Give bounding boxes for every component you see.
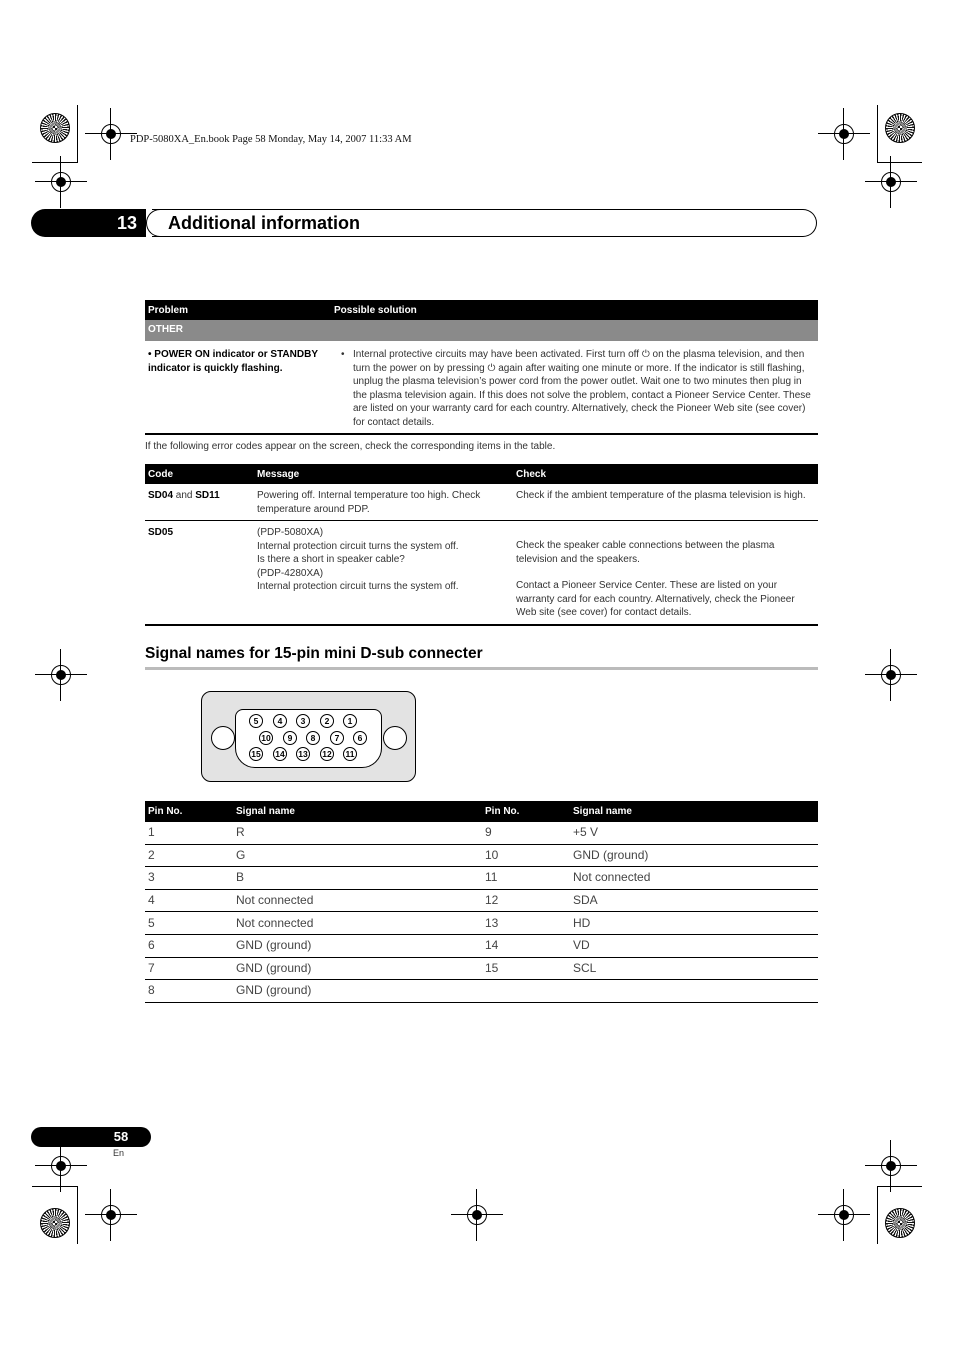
model-label: (PDP-5080XA): [257, 527, 324, 538]
pin: 3: [296, 714, 310, 728]
signal-name: SCL: [570, 957, 818, 980]
solution-cell: [331, 341, 818, 434]
trim-line: [877, 105, 878, 163]
column-header-code: Code: [145, 464, 254, 484]
bullet-icon: •: [341, 349, 345, 360]
pin: 5: [249, 714, 263, 728]
crosshair-mark: [99, 122, 123, 146]
pin-number: 9: [482, 822, 570, 844]
column-header-message: Message: [254, 464, 513, 484]
category-row: OTHER: [145, 320, 818, 341]
pin-number: 10: [482, 844, 570, 867]
pin: 13: [296, 747, 310, 761]
section-rule: [145, 667, 818, 670]
signal-name: [570, 980, 818, 1003]
message-line: Is there a short in speaker cable?: [257, 554, 405, 565]
crosshair-mark: [465, 1203, 489, 1227]
pin: 2: [320, 714, 334, 728]
crosshair-mark: [49, 1154, 73, 1178]
code-sd11: SD11: [195, 490, 220, 501]
pin-number: 12: [482, 889, 570, 912]
pin: 4: [273, 714, 287, 728]
message-line: Internal protection circuit turns the system off.: [257, 540, 459, 552]
column-header-signal-name: Signal name: [570, 801, 818, 822]
signal-name: Not connected: [233, 889, 482, 912]
connector-shell: [235, 709, 382, 768]
error-code-note: If the following error codes appear on the screen, check the corresponding items in the table.: [145, 441, 556, 452]
table-row: [145, 980, 818, 1003]
table-row: [145, 867, 818, 890]
mount-hole-right: [383, 726, 407, 750]
column-header-pin-no: Pin No.: [145, 801, 233, 822]
crosshair-mark: [879, 663, 903, 687]
trim-line: [32, 162, 77, 163]
pin-number: 14: [482, 934, 570, 957]
section-title: Signal names for 15-pin mini D-sub connecter: [145, 645, 483, 662]
pin-number: 4: [145, 889, 233, 912]
signal-name: GND (ground): [570, 844, 818, 867]
pin: 1: [343, 714, 357, 728]
model-label: (PDP-4280XA): [257, 567, 324, 579]
pin-number: 1: [145, 822, 233, 844]
check-text: Contact a Pioneer Service Center. These are listed on your warranty card for each country. Alternatively, check the Pioneer Web site (see cover) for contact details.: [516, 580, 795, 618]
chapter-number: 13: [116, 213, 138, 233]
pin: 14: [273, 747, 287, 761]
pin-number: 7: [145, 957, 233, 980]
signal-name: HD: [570, 912, 818, 935]
trim-line: [32, 1186, 77, 1187]
pin-number: 13: [482, 912, 570, 935]
trim-line: [877, 162, 922, 163]
column-header-problem: Problem: [145, 300, 331, 320]
message-cell: [254, 521, 513, 625]
pin-number: 8: [145, 980, 233, 1003]
page-number: 58: [113, 1129, 129, 1144]
crosshair-mark: [49, 170, 73, 194]
error-code-table: [145, 464, 818, 626]
problem-cell: • POWER ON indicator or STANDBY indicator is quickly flashing.: [145, 341, 331, 434]
pin-number: 6: [145, 934, 233, 957]
dsub-connector-diagram: [201, 691, 416, 782]
book-file-line: PDP-5080XA_En.book Page 58 Monday, May 14, 2007 11:33 AM: [130, 134, 412, 145]
pin: 6: [353, 731, 367, 745]
trim-line: [877, 1186, 878, 1244]
signal-name: G: [233, 844, 482, 867]
crosshair-mark: [832, 122, 856, 146]
signal-name: GND (ground): [233, 957, 482, 980]
pin: 8: [306, 731, 320, 745]
table-row: [145, 844, 818, 867]
pin: 9: [283, 731, 297, 745]
pin-number: 3: [145, 867, 233, 890]
signal-name: Not connected: [570, 867, 818, 890]
signal-name: GND (ground): [233, 980, 482, 1003]
signal-name: GND (ground): [233, 934, 482, 957]
pin: 7: [330, 731, 344, 745]
registration-sun-mark: [40, 113, 70, 143]
trim-line: [77, 105, 78, 163]
trim-line: [877, 1186, 922, 1187]
troubleshooting-table: [145, 300, 818, 435]
column-header-signal-name: Signal name: [233, 801, 482, 822]
mount-hole-left: [211, 726, 235, 750]
registration-sun-mark: [885, 113, 915, 143]
code-sd04: SD04: [148, 490, 174, 501]
signal-name: Not connected: [233, 912, 482, 935]
crosshair-mark: [49, 663, 73, 687]
language-label: En: [113, 1148, 125, 1158]
registration-sun-mark: [885, 1208, 915, 1238]
signal-name: SDA: [570, 889, 818, 912]
column-header-solution: Possible solution: [331, 300, 818, 320]
column-header-check: Check: [513, 464, 818, 484]
table-row: [145, 934, 818, 957]
pin: 10: [259, 731, 273, 745]
signal-name: VD: [570, 934, 818, 957]
check-cell: Check if the ambient temperature of the plasma television is high.: [513, 484, 818, 521]
signal-name: R: [233, 822, 482, 844]
code-and: and: [173, 490, 196, 501]
code-cell: [145, 484, 254, 521]
table-row: [145, 889, 818, 912]
pin: 11: [343, 747, 357, 761]
pin-number: 2: [145, 844, 233, 867]
code-sd05: SD05: [145, 521, 254, 625]
pin-signal-table: [145, 801, 818, 1003]
pin: 12: [320, 747, 334, 761]
crosshair-mark: [832, 1203, 856, 1227]
registration-sun-mark: [40, 1208, 70, 1238]
table-row: [145, 822, 818, 844]
pin-number: 5: [145, 912, 233, 935]
crosshair-mark: [99, 1203, 123, 1227]
pin-number: 11: [482, 867, 570, 890]
check-text: Check the speaker cable connections between the plasma television and the speakers.: [516, 540, 775, 565]
pin-number: [482, 980, 570, 1003]
table-row: [145, 957, 818, 980]
trim-line: [77, 1186, 78, 1244]
crosshair-mark: [879, 170, 903, 194]
crosshair-mark: [879, 1154, 903, 1178]
table-row: [145, 912, 818, 935]
chapter-title: Additional information: [168, 213, 360, 233]
signal-name: B: [233, 867, 482, 890]
pin-number: 15: [482, 957, 570, 980]
solution-text: Internal protective circuits may have been activated. First turn off ⏻ on the plasma television, and then turn the power on by pressing ⏻ again after waiting one minute or more. If the indicator is still flashing, unplug the plasma television’s power cord from the power outlet. Wait one to two minutes then plug in the plasma television again. If this does not solve the problem, contact a Pioneer Service Center. These are listed on your warranty card for each country. Alternatively, check the Pioneer Web site (see cover) for contact details.: [353, 349, 811, 428]
pin: 15: [249, 747, 263, 761]
signal-name: +5 V: [570, 822, 818, 844]
column-header-pin-no: Pin No.: [482, 801, 570, 822]
message-line: Internal protection circuit turns the system off.: [257, 581, 459, 592]
message-cell: Powering off. Internal temperature too high. Check temperature around PDP.: [254, 484, 513, 521]
check-cell: [513, 521, 818, 625]
